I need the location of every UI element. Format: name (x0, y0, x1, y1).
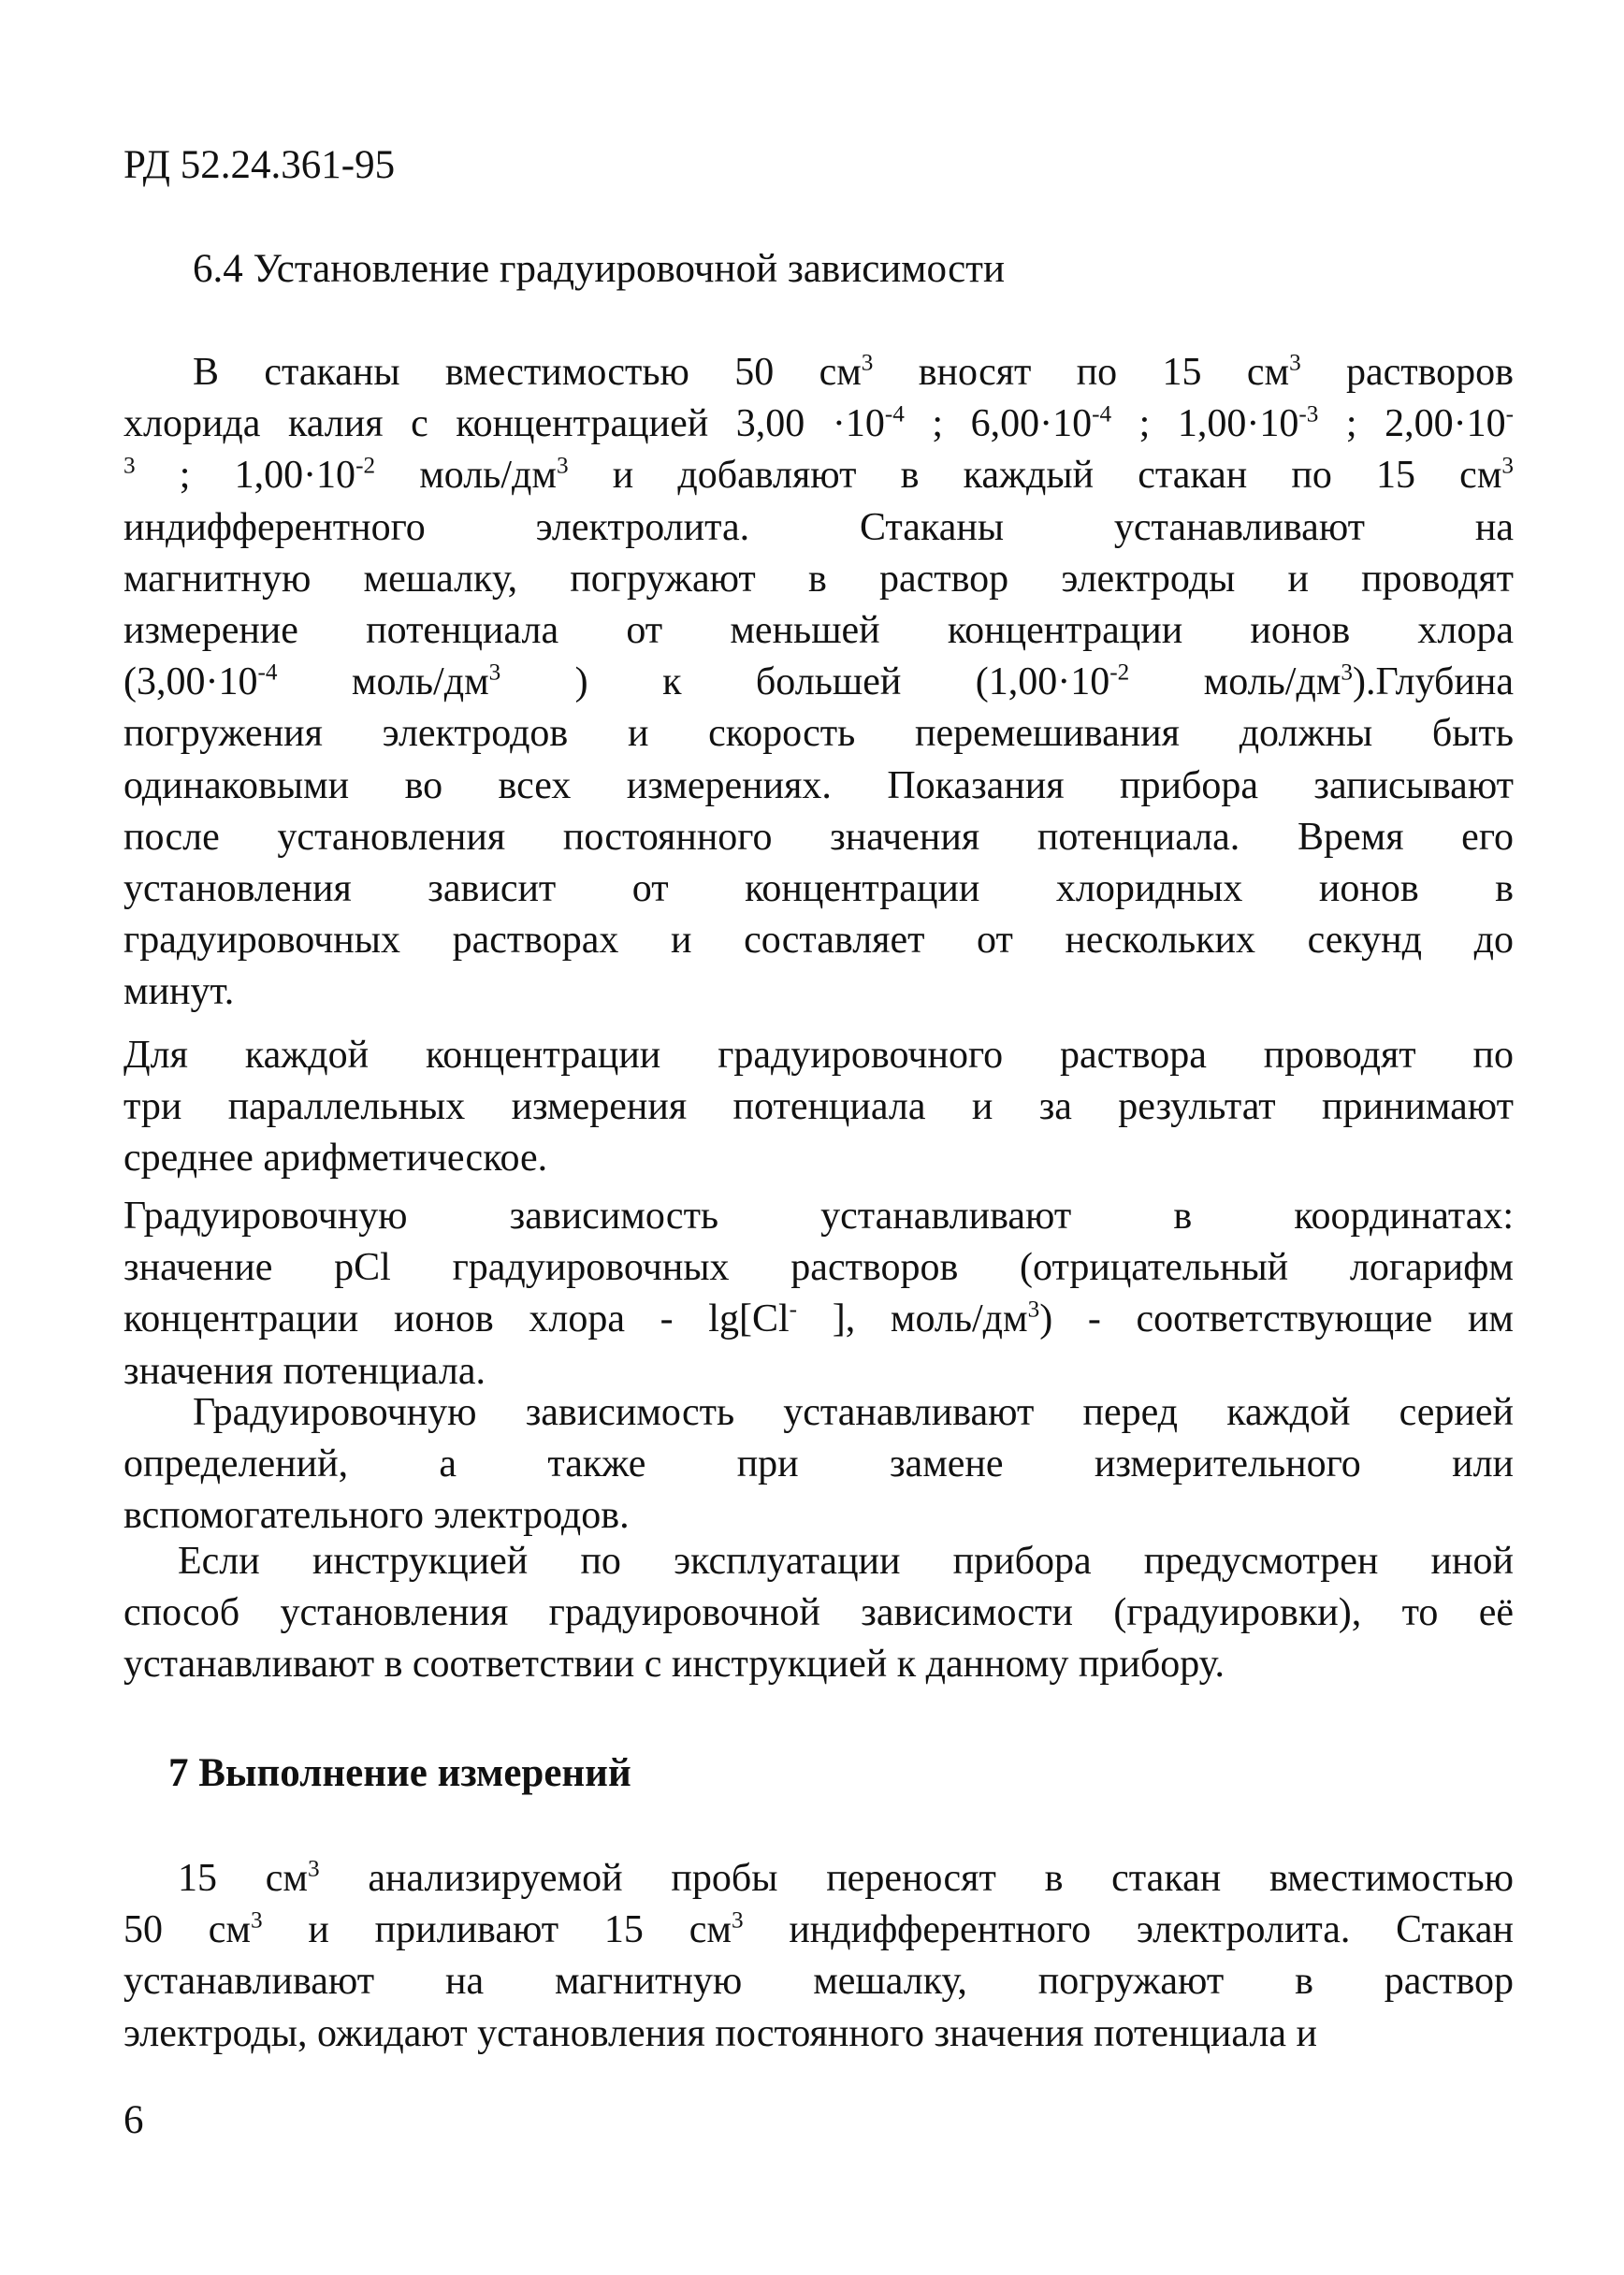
text-run: способ установления градуировочной зависимости (градуировки), то её (123, 1591, 1514, 1635)
text-line (123, 1490, 1514, 1542)
paragraph-measurement-procedure (123, 1853, 1514, 2060)
superscript: 3 (731, 1907, 744, 1934)
text-run: моль/дм (277, 660, 489, 704)
superscript: 3 (1341, 659, 1353, 686)
text-run: ).Глубина (1353, 660, 1514, 704)
text-run: Для каждой концентрации градуировочного раствора проводят по (123, 1034, 1514, 1077)
superscript: 3 (123, 453, 136, 479)
text-run: Если инструкцией по эксплуатации прибора предусмотрен иной (178, 1540, 1514, 1583)
text-run: вносят по 15 см (873, 351, 1290, 394)
superscript: -2 (1109, 659, 1130, 686)
text-line (123, 450, 1514, 501)
text-run: ) - соответствующие им (1039, 1297, 1514, 1341)
text-run: и добавляют в каждый стакан по 15 см (568, 454, 1502, 498)
text-line (123, 1242, 1514, 1294)
text-run: электроды, ожидают установления постоянного значения потенциала и (123, 2011, 1317, 2055)
text-line (123, 502, 1514, 554)
text-line (123, 1387, 1514, 1439)
text-run: 15 см (178, 1857, 308, 1900)
document-code: РД 52.24.361-95 (123, 143, 396, 187)
text-line (123, 812, 1514, 863)
text-line (123, 605, 1514, 657)
text-run: три параллельных измерения потенциала и за результат принимают (123, 1085, 1514, 1129)
page-number: 6 (123, 2098, 144, 2142)
superscript: -4 (257, 659, 278, 686)
text-run: ; 1,00·10 (135, 454, 356, 498)
text-run: ], моль/дм (797, 1297, 1028, 1341)
text-run: моль/дм (375, 454, 557, 498)
text-run: ; 2,00·10 (1318, 402, 1506, 446)
paragraph-calibration-frequency (123, 1387, 1514, 1543)
superscript: 3 (1289, 350, 1301, 376)
text-line (123, 1030, 1514, 1081)
superscript: -3 (1298, 401, 1319, 427)
text-run: измерение потенциала от меньшей концентрации ионов хлора (123, 609, 1514, 653)
superscript: 3 (308, 1856, 320, 1882)
text-run: устанавливают на магнитную мешалку, погружают в раствор (123, 1960, 1514, 2004)
text-run: вспомогательного электродов. (123, 1494, 630, 1538)
text-run: погружения электродов и скорость перемешивания должны быть (123, 712, 1514, 756)
superscript: -4 (884, 401, 905, 427)
superscript: 3 (251, 1907, 263, 1934)
text-run: магнитную мешалку, погружают в раствор электроды и проводят (123, 557, 1514, 601)
text-line (123, 863, 1514, 915)
text-run: индифферентного электролита. Стаканы устанавливают на (123, 505, 1514, 549)
text-run: моль/дм (1129, 660, 1341, 704)
paragraph-instrument-instructions (123, 1536, 1514, 1691)
text-run: минут. (123, 970, 235, 1014)
text-line (123, 1081, 1514, 1133)
text-line (123, 347, 1514, 398)
section-7-title: 7 Выполнение измерений (168, 1751, 631, 1795)
text-line (123, 966, 1514, 1018)
superscript: - (1505, 401, 1515, 427)
text-run: устанавливают в соответствии с инструкцией к данному прибору. (123, 1643, 1225, 1687)
text-line (123, 1853, 1514, 1905)
text-line (123, 657, 1514, 708)
text-run: установления зависит от концентрации хлоридных ионов в (123, 867, 1514, 911)
text-line (123, 1905, 1514, 1956)
text-run: (3,00·10 (123, 660, 258, 704)
superscript: 3 (488, 659, 501, 686)
text-run: 50 см (123, 1908, 252, 1952)
text-line (123, 2008, 1514, 2060)
text-line (123, 1191, 1514, 1242)
text-line (123, 761, 1514, 812)
text-line (123, 1536, 1514, 1587)
text-run: концентрации ионов хлора - lg[Cl (123, 1297, 790, 1341)
text-run: значения потенциала. (123, 1349, 486, 1393)
text-run: среднее арифметическое. (123, 1137, 548, 1181)
text-run: одинаковыми во всех измерениях. Показания прибора записывают (123, 763, 1514, 807)
superscript: 3 (1501, 453, 1514, 479)
text-run: определений, а также при замене измерительного или (123, 1442, 1514, 1486)
text-run: градуировочных растворах и составляет от нескольких секунд до (123, 919, 1514, 963)
superscript: 3 (861, 350, 874, 376)
text-line (123, 708, 1514, 760)
text-run: анализируемой пробы переносят в стакан вместимостью (319, 1857, 1514, 1900)
text-line (123, 1639, 1514, 1690)
text-run: В стаканы вместимостью 50 см (193, 351, 862, 394)
superscript: 3 (1027, 1297, 1040, 1323)
paragraph-coordinates (123, 1191, 1514, 1398)
text-line (123, 1294, 1514, 1345)
superscript: - (789, 1297, 798, 1323)
section-6-4-title: 6.4 Установление градуировочной зависимости (193, 247, 1005, 291)
text-run: после установления постоянного значения потенциала. Время его (123, 815, 1514, 859)
paragraph-parallel-measurements (123, 1030, 1514, 1185)
text-run: ) к большей (1,00·10 (500, 660, 1110, 704)
text-run: хлорида калия с концентрацией 3,00 ·10 (123, 402, 885, 446)
text-run: индифферентного электролита. Стакан (743, 1908, 1514, 1952)
text-run: ; 1,00·10 (1111, 402, 1299, 446)
superscript: -4 (1092, 401, 1112, 427)
text-run: значение pCl градуировочных растворов (отрицательный логарифм (123, 1246, 1514, 1290)
superscript: -2 (355, 453, 376, 479)
text-run: растворов (1300, 351, 1514, 394)
text-line (123, 1587, 1514, 1639)
text-run: ; 6,00·10 (904, 402, 1093, 446)
superscript: 3 (556, 453, 569, 479)
text-line (123, 554, 1514, 605)
text-line (123, 1133, 1514, 1184)
text-run: Градуировочную зависимость устанавливают в координатах: (123, 1195, 1514, 1238)
text-run: и приливают 15 см (262, 1908, 732, 1952)
text-line (123, 1956, 1514, 2007)
text-run: Градуировочную зависимость устанавливают перед каждой серией (193, 1391, 1514, 1434)
text-line (123, 1439, 1514, 1490)
paragraph-calibration-procedure (123, 347, 1514, 1019)
text-line (123, 398, 1514, 450)
text-line (123, 915, 1514, 966)
